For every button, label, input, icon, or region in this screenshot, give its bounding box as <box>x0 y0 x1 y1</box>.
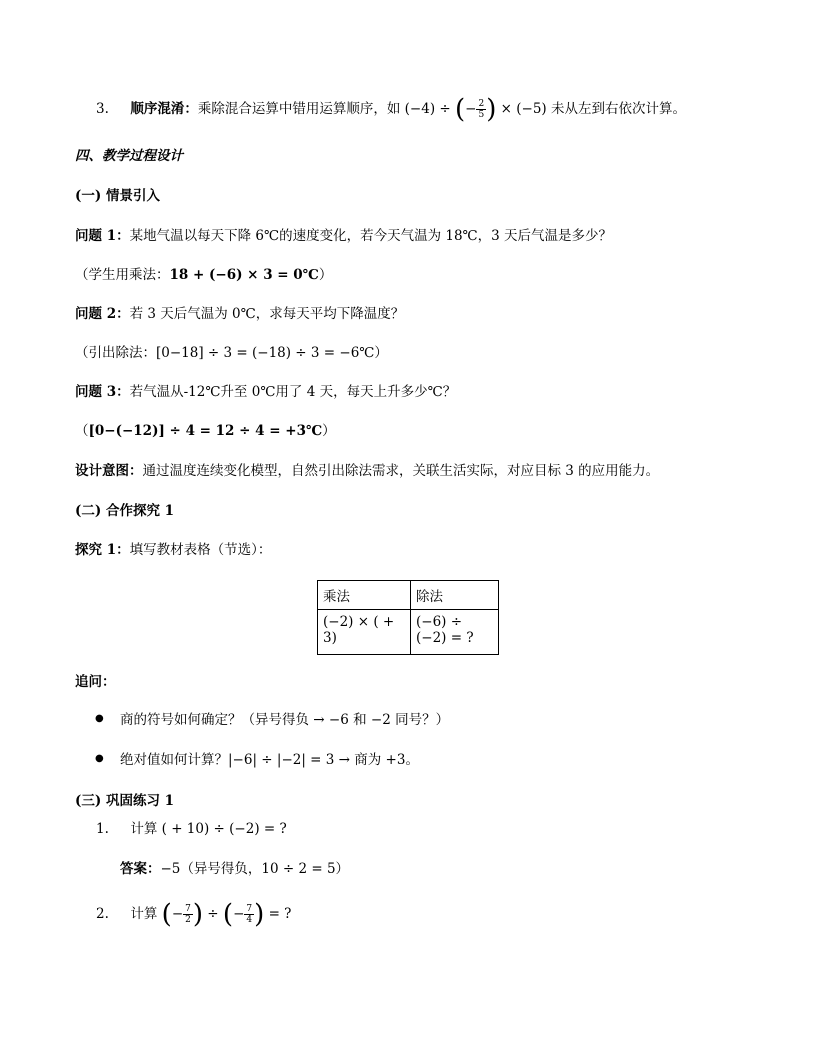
bullet-item-1: 商的符号如何确定？（异号得负 → −6 和 −2 同号？） <box>120 712 450 728</box>
item-3-number: 3. <box>96 101 109 117</box>
item-3-text-after: 未从左到右依次计算。 <box>551 101 686 117</box>
table-header-row <box>318 581 499 610</box>
part-3-title: (三) 巩固练习 1 <box>75 793 175 809</box>
question-3-text: 若气温从-12℃升至 0℃用了 4 天，每天上升多少℃？ <box>129 384 457 400</box>
design-intent-text: 通过温度连续变化模型，自然引出除法需求，关联生活实际，对应目标 3 的应用能力。 <box>142 463 660 479</box>
question-3 <box>75 382 456 402</box>
question-2 <box>75 304 404 324</box>
table-header-multiplication: 乘法 <box>318 581 411 610</box>
table-cell-multiplication: (−2) × ( + 3) <box>318 610 411 655</box>
exercise-2-expression: 计算 (− $\frac{7}{2}$ ) ÷ (− $\frac{7}{4}$ ) = ? <box>130 899 292 930</box>
explore-1 <box>75 540 271 560</box>
follow-up-label: 追问： <box>75 674 116 690</box>
exercise-1 <box>96 819 287 839</box>
bullet-dot-2: ● <box>95 753 104 764</box>
exercise-1-answer <box>120 859 349 879</box>
item-3-expression: (−4) ÷ (− $\frac{2}{5}$ ) × (−5) <box>404 94 547 125</box>
table-row <box>318 610 499 655</box>
exercise-1-answer-text: −5（异号得负，10 ÷ 2 = 5） <box>160 861 350 877</box>
part-1-title: (一) 情景引入 <box>75 188 160 204</box>
question-1 <box>75 226 612 246</box>
bullet-dot-1: ● <box>95 713 104 724</box>
explore-1-label: 探究 1： <box>75 542 130 558</box>
design-intent-label: 设计意图： <box>75 463 143 479</box>
answer-2: （引出除法：[0−18] ÷ 3 = (−18) ÷ 3 = −6℃） <box>75 345 388 361</box>
answer-3-expression: [0−(−12)] ÷ 4 = 12 ÷ 4 = +3℃ <box>88 423 323 439</box>
exercise-2 <box>96 899 292 930</box>
answer-1: （学生用乘法：18 + (−6) × 3 = 0℃） <box>75 267 333 283</box>
table-cell-division: (−6) ÷ (−2) = ? <box>411 610 499 655</box>
answer-3: （[0−(−12)] ÷ 4 = 12 ÷ 4 = +3℃） <box>75 423 336 439</box>
answer-2-expression: [0−18] ÷ 3 = (−18) ÷ 3 = −6℃ <box>156 345 375 361</box>
question-2-text: 若 3 天后气温为 0℃，求每天平均下降温度？ <box>129 306 405 322</box>
explore-1-text: 填写教材表格（节选）： <box>129 542 272 558</box>
section-4-title: 四、教学过程设计 <box>75 148 183 164</box>
question-3-label: 问题 3： <box>75 384 130 400</box>
design-intent <box>75 461 659 481</box>
question-2-label: 问题 2： <box>75 306 130 322</box>
question-1-label: 问题 1： <box>75 228 130 244</box>
item-3-label: 顺序混淆： <box>130 101 198 117</box>
exercise-1-answer-label: 答案： <box>120 861 161 877</box>
answer-1-expression: 18 + (−6) × 3 = 0℃ <box>169 267 319 283</box>
exercise-2-number: 2. <box>96 906 109 922</box>
part-2-title: (二) 合作探究 1 <box>75 503 175 519</box>
item-3-text-before: 乘除混合运算中错用运算顺序，如 <box>197 101 401 117</box>
question-1-text: 某地气温以每天下降 6℃的速度变化，若今天气温为 18℃，3 天后气温是多少？ <box>129 228 613 244</box>
bullet-item-2: 绝对值如何计算？|−6| ÷ |−2| = 3 → 商为 +3。 <box>120 752 419 768</box>
exercise-1-text: 计算 ( + 10) ÷ (−2) = ? <box>130 821 287 837</box>
item-3 <box>96 94 686 125</box>
exercise-1-number: 1. <box>96 821 109 837</box>
multiplication-division-table <box>317 580 499 655</box>
table-header-division: 除法 <box>411 581 499 610</box>
